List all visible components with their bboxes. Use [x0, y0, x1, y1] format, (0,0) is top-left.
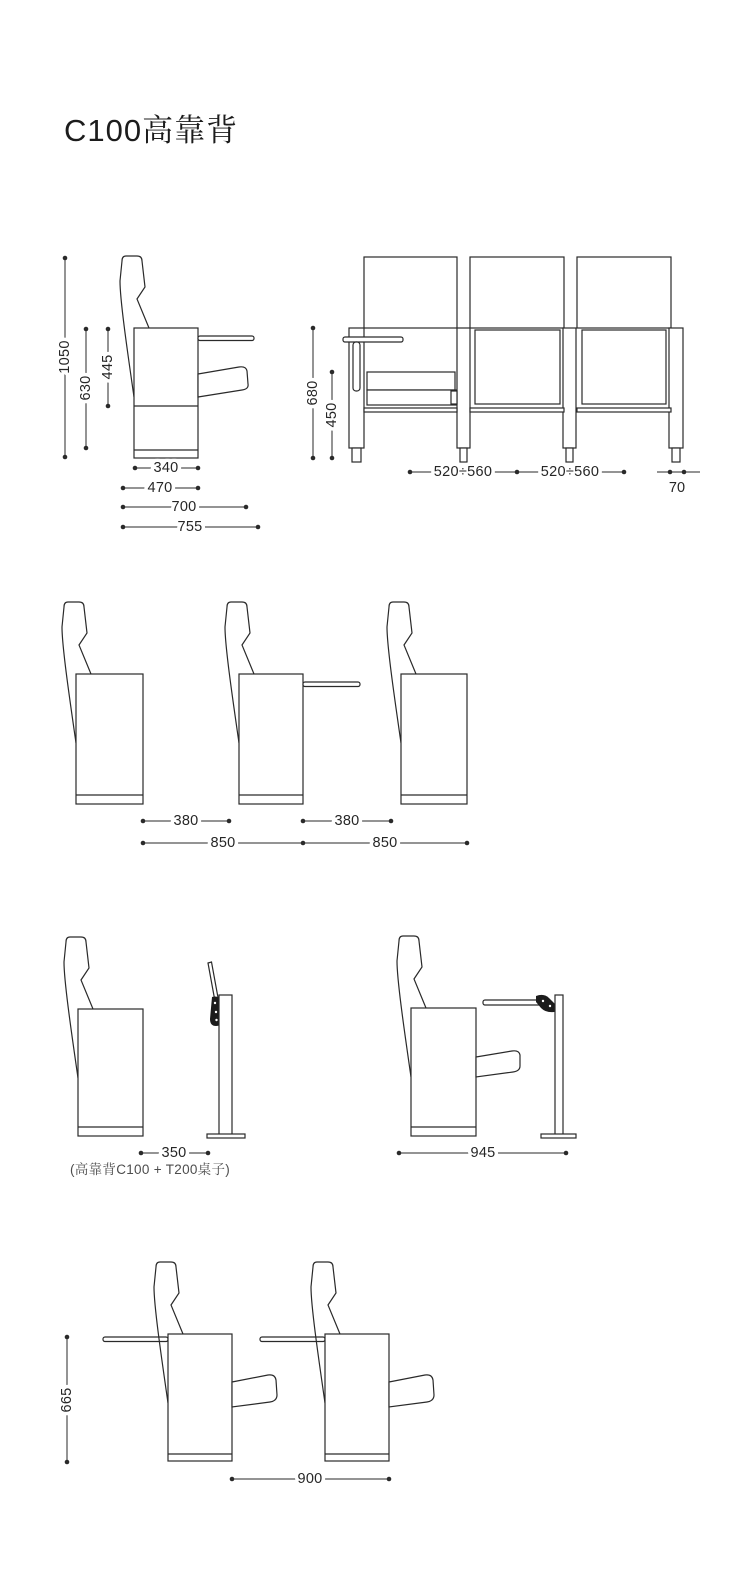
stand-foot-4 — [672, 448, 680, 462]
dim-label: 1050 — [57, 340, 73, 374]
hinge-pin — [215, 1019, 217, 1021]
stand-leg-3 — [563, 328, 576, 448]
hinge-pin — [549, 1005, 551, 1007]
dim-label: 665 — [59, 1387, 75, 1413]
chair-body — [76, 674, 143, 804]
dim-chair-table-open — [397, 1145, 569, 1161]
dim-row-clearance-left — [141, 813, 232, 829]
chair-armrest — [198, 367, 248, 397]
chair-body — [78, 1009, 143, 1136]
stand-leg-2 — [457, 328, 470, 448]
front-view-diagram — [305, 257, 700, 496]
dim-label: 340 — [153, 460, 179, 476]
side-view-diagram — [57, 256, 260, 535]
dim-desk-height — [59, 1335, 75, 1465]
chair-armrest — [476, 1051, 520, 1077]
dim-label: 470 — [147, 480, 173, 496]
dim-row-pitch-right — [303, 835, 469, 851]
back-panel-2 — [470, 257, 564, 328]
seat-rail-3 — [577, 408, 671, 412]
dim-label: 520÷560 — [433, 464, 493, 480]
dim-row-pitch-left — [141, 835, 306, 851]
tablet-open-left — [260, 1337, 325, 1342]
chair-body — [401, 674, 467, 804]
dim-armrest-width — [657, 470, 700, 496]
chair-armrest — [389, 1375, 434, 1407]
chair-body — [168, 1334, 232, 1461]
row-spacing-diagram — [62, 602, 469, 851]
dim-front-seat-height — [324, 370, 340, 461]
dim-depth-total — [121, 519, 261, 535]
dim-desk-pitch — [230, 1471, 392, 1487]
dim-chair-table-closed — [139, 1145, 211, 1161]
dim-front-total-height — [305, 326, 321, 461]
chair-body — [239, 674, 303, 804]
dim-label: 380 — [334, 813, 360, 829]
dim-seat-width-right — [517, 464, 626, 480]
table-base — [541, 1134, 576, 1138]
hinge-pin — [542, 1000, 544, 1002]
dim-label: 850 — [210, 835, 236, 851]
tablet-open — [303, 682, 360, 687]
table-post — [219, 995, 232, 1135]
dim-label: 850 — [372, 835, 398, 851]
dim-label: 630 — [78, 375, 94, 401]
seat-down-top — [367, 372, 455, 390]
dim-label: 445 — [100, 354, 116, 380]
back-panel-1 — [364, 257, 457, 328]
page-title: C100高靠背 — [64, 113, 239, 148]
dim-label: 70 — [668, 480, 686, 496]
chair-body — [325, 1334, 389, 1461]
dim-label: 450 — [324, 402, 340, 428]
seat-down-bottom — [367, 390, 456, 405]
combo-caption: (高靠背C100 + T200桌子) — [70, 1162, 231, 1177]
dim-seat-depth — [133, 460, 201, 476]
dim-label: 945 — [470, 1145, 496, 1161]
hinge-pin — [214, 1002, 216, 1004]
dim-label: 350 — [161, 1145, 187, 1161]
back-panel-3 — [577, 257, 671, 328]
stand-foot-3 — [566, 448, 573, 462]
seat-rail-1 — [364, 408, 457, 412]
dim-label: 520÷560 — [540, 464, 600, 480]
chair-armrest — [232, 1375, 277, 1407]
table-base — [207, 1134, 245, 1138]
tablet-arm-front — [353, 342, 360, 391]
dim-label: 900 — [297, 1471, 323, 1487]
table-post — [555, 995, 563, 1135]
dim-depth-open — [121, 499, 249, 515]
dim-back-height — [78, 327, 94, 451]
seat-rail-2 — [470, 408, 564, 412]
dim-label: 755 — [177, 519, 203, 535]
stand-leg-4 — [669, 328, 683, 448]
dim-total-height — [57, 256, 73, 460]
dim-label: 700 — [171, 499, 197, 515]
dim-seat-width-left — [408, 464, 520, 480]
seat-cushion-up-2 — [475, 330, 560, 404]
seat-down-notch — [451, 391, 457, 404]
chair-body — [134, 328, 198, 458]
dim-label: 380 — [173, 813, 199, 829]
dim-row-clearance-right — [301, 813, 394, 829]
tablet-folded — [198, 336, 254, 341]
chair-body — [411, 1008, 476, 1136]
dim-seat-back-height — [100, 327, 116, 409]
chair-table-diagram — [64, 936, 576, 1177]
tablet-front — [343, 337, 403, 342]
dim-depth-with-back — [121, 480, 201, 496]
seat-cushion-up-3 — [582, 330, 666, 404]
stand-foot-2 — [460, 448, 467, 462]
tablet-open-left — [103, 1337, 168, 1342]
stand-foot-1 — [352, 448, 361, 462]
dim-label: 680 — [305, 380, 321, 406]
desk-row-diagram — [59, 1262, 434, 1487]
hinge-pin — [215, 1011, 217, 1013]
